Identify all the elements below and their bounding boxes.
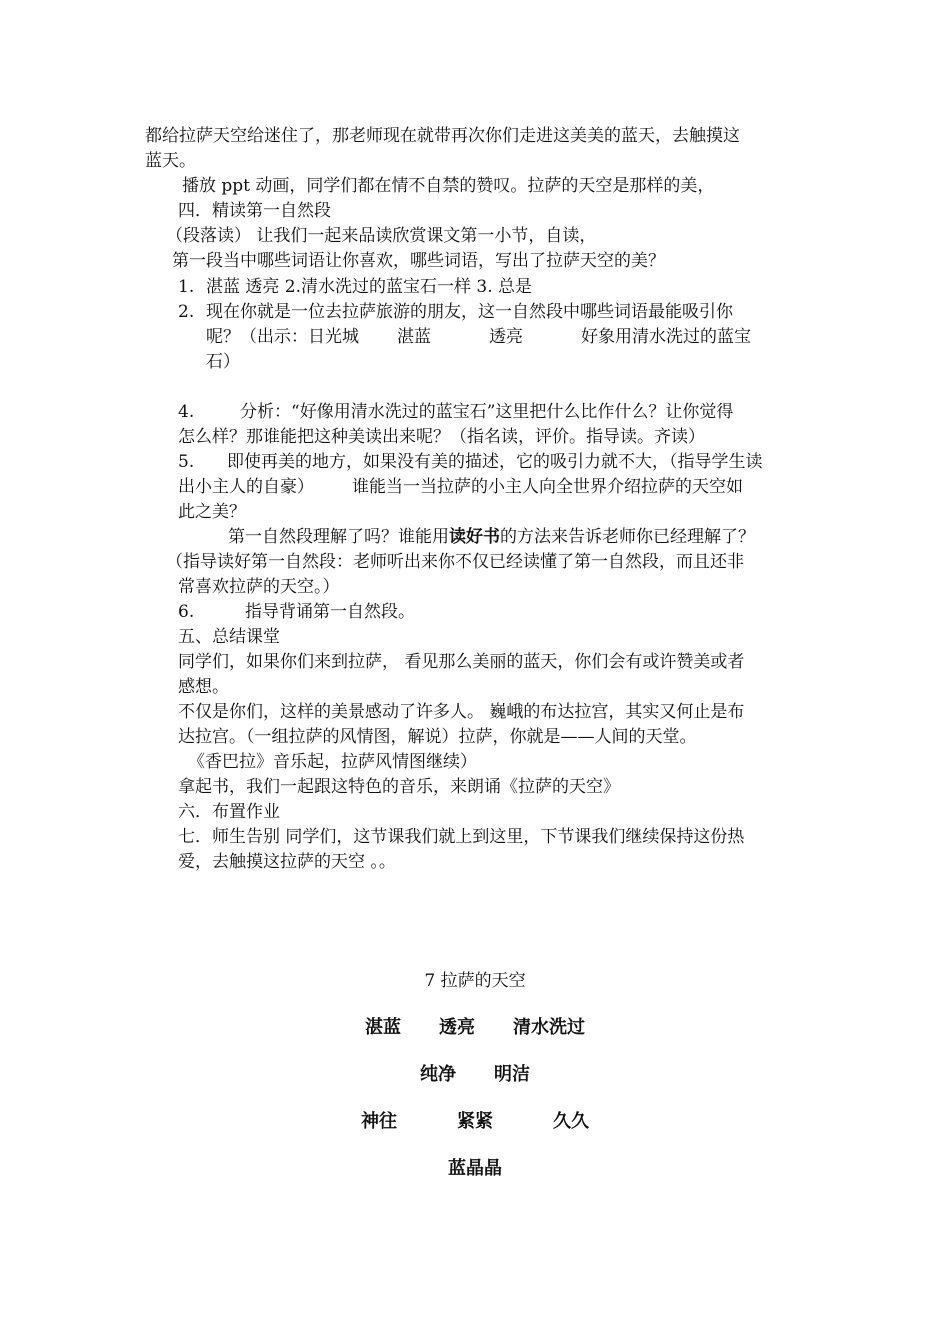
- understand-line-1: [228, 525, 755, 549]
- blackboard-title: 7 拉萨的天空: [424, 971, 526, 991]
- blackboard-row-3: [0, 1110, 950, 1134]
- understand-bold: 读好书: [449, 527, 500, 547]
- section-5-heading: 五、总结课堂: [178, 627, 280, 647]
- bb-word-9: 蓝晶晶: [448, 1158, 502, 1179]
- blackboard-row-1: [0, 1016, 950, 1040]
- item-4-line-1: 分析：“好像用清水洗过的蓝宝石”这里把什么比作什么？让你觉得: [240, 402, 734, 422]
- understand-post: 的方法来告诉老师你已经理解了？: [500, 527, 755, 547]
- blackboard-row-4: [0, 1157, 950, 1181]
- list-number-1: 1.: [178, 277, 195, 297]
- list-item-2-part-2: 湛蓝: [397, 327, 431, 347]
- question-line: 第一段当中哪些词语让你喜欢，哪些词语，写出了拉萨天空的美？: [172, 251, 665, 271]
- bb-word-8: 久久: [553, 1111, 589, 1132]
- list-item-1-text: 湛蓝 透亮 2.清水洗过的蓝宝石一样 3. 总是: [206, 277, 533, 297]
- ppt-line: 播放 ppt 动画，同学们都在情不自禁的赞叹。拉萨的天空是那样的美，: [182, 176, 715, 196]
- bb-word-4: 纯净: [420, 1064, 456, 1085]
- item-6-text: 指导背诵第一自然段。: [245, 602, 415, 622]
- bb-word-1: 湛蓝: [365, 1017, 401, 1038]
- item-5-line-2b: 谁能当一当拉萨的小主人向全世界介绍拉萨的天空如: [352, 477, 743, 497]
- paragraph-read-line: （段落读） 让我们一起来品读欣赏课文第一小节，自读，: [166, 226, 597, 246]
- bb-word-3: 清水洗过: [513, 1017, 585, 1038]
- item-6-number: 6.: [178, 602, 195, 622]
- section-7-line-2: 爱，去触摸这拉萨的天空 。。: [178, 852, 396, 872]
- bb-word-7: 紧紧: [457, 1111, 493, 1132]
- list-item-2-line-1: 现在你就是一位去拉萨旅游的朋友，这一自然段中哪些词语最能吸引你: [206, 302, 733, 322]
- list-number-2: 2.: [178, 302, 195, 322]
- music-line: 《香巴拉》音乐起，拉萨风情图继续）: [188, 752, 477, 772]
- book-line: 拿起书，我们一起跟这特色的音乐，来朗诵《拉萨的天空》: [178, 777, 620, 797]
- item-4-number: 4.: [178, 402, 195, 422]
- section-6-heading: 六．布置作业: [178, 802, 280, 822]
- bb-word-5: 明洁: [494, 1064, 530, 1085]
- list-item-2-part-4: 好象用清水洗过的蓝宝: [581, 327, 751, 347]
- section-7-line-1: 七．师生告别 同学们，这节课我们就上到这里，下节课我们继续保持这份热: [178, 827, 745, 847]
- summary-line-4: 达拉宫。（一组拉萨的风情图，解说）拉萨，你就是——人间的天堂。: [178, 727, 697, 747]
- intro-line-2: 蓝天。: [145, 151, 196, 171]
- item-5-line-2a: 出小主人的自豪）: [178, 477, 314, 497]
- understand-line-3: 常喜欢拉萨的天空。）: [178, 577, 340, 597]
- item-5-line-2: [178, 475, 743, 499]
- understand-line-2: （指导读好第一自然段：老师听出来你不仅已经读懂了第一自然段，而且还非: [166, 552, 744, 572]
- bb-word-2: 透亮: [439, 1017, 475, 1038]
- bb-word-6: 神往: [361, 1111, 397, 1132]
- item-5-number: 5.: [178, 452, 195, 472]
- list-item-2-part-1: 呢？（出示：日光城: [206, 327, 359, 347]
- item-5-line-3: 此之美？: [178, 502, 246, 522]
- understand-pre: 第一自然段理解了吗？谁能用: [228, 527, 449, 547]
- summary-line-1: 同学们，如果你们来到拉萨， 看见那么美丽的蓝天，你们会有或许赞美或者: [178, 652, 745, 672]
- item-5-line-1: 即使再美的地方，如果没有美的描述，它的吸引力就不大，（指导学生读: [227, 452, 763, 472]
- item-4-line-2: 怎么样？那谁能把这种美读出来呢？（指名读，评价。指导读。齐读）: [178, 427, 705, 447]
- list-item-2-line-2: [206, 325, 751, 349]
- section-4-heading: 四．精读第一自然段: [178, 201, 331, 221]
- list-item-2-line-3: 石）: [206, 352, 240, 372]
- summary-line-3: 不仅是你们，这样的美景感动了许多人。 巍峨的布达拉宫，其实又何止是布: [178, 702, 745, 722]
- list-item-2-part-3: 透亮: [489, 327, 523, 347]
- intro-line-1: 都给拉萨天空给迷住了，那老师现在就带再次你们走进这美美的蓝天，去触摸这: [145, 126, 740, 146]
- summary-line-2: 感想。: [178, 677, 229, 697]
- blackboard-row-2: [0, 1063, 950, 1087]
